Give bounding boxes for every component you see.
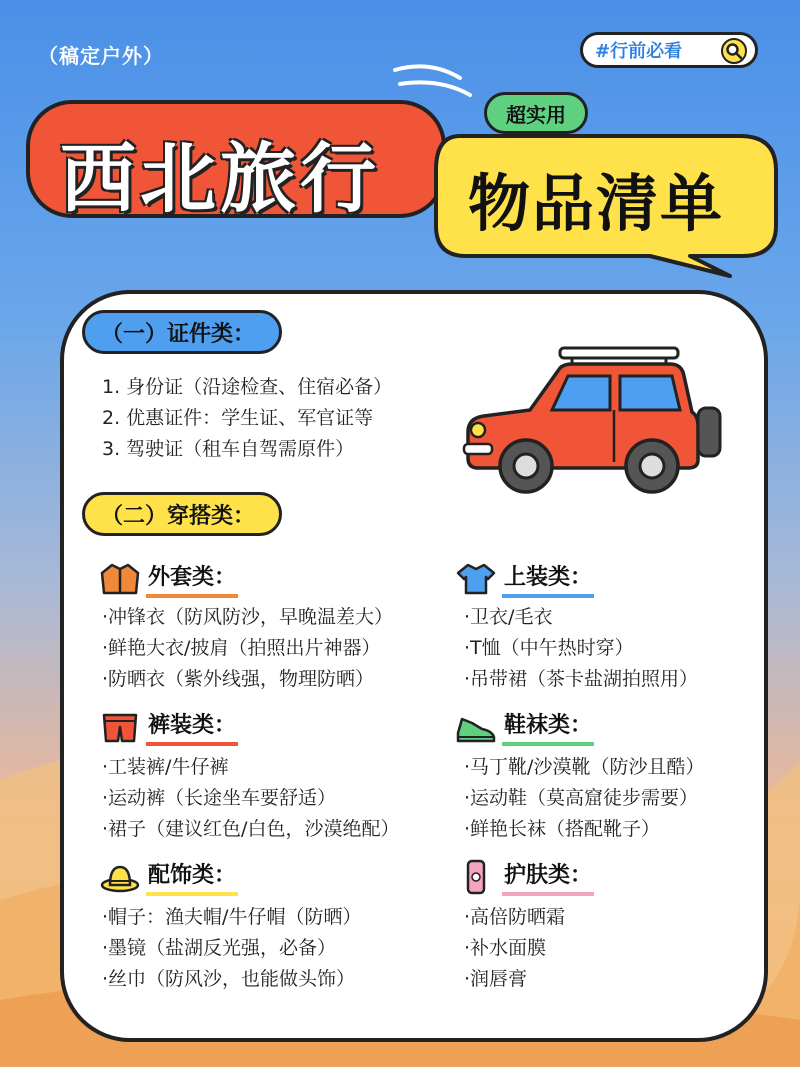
- list-item: ·冲锋衣（防风防沙，早晚温差大）: [102, 606, 394, 628]
- section-header-clothing: [82, 492, 282, 536]
- page-subtitle: 物品清单: [468, 167, 725, 240]
- category-label: 上装类：: [502, 560, 594, 598]
- page-title: 西北旅行: [60, 134, 380, 223]
- shoes-list: [464, 752, 704, 845]
- speech-bubble: [430, 130, 782, 278]
- list-item: ·运动裤（长途坐车要舒适）: [102, 787, 337, 809]
- category-header-shoes: [456, 708, 594, 746]
- list-item: ·帽子：渔夫帽/牛仔帽（防晒）: [102, 906, 362, 928]
- hashtag-badge: [580, 32, 758, 68]
- category-header-accessories: [100, 858, 238, 896]
- section-header-documents: [82, 310, 282, 354]
- section-label: （二）穿搭类：: [101, 503, 256, 529]
- accessories-list: [102, 902, 361, 995]
- suv-car-illustration: [460, 340, 730, 500]
- list-item: ·工装裤/牛仔裤: [102, 756, 229, 778]
- highlight-badge: 超实用: [484, 92, 588, 134]
- list-item: ·高倍防晒霜: [464, 906, 566, 928]
- list-item: 2. 优惠证件：学生证、军官证等: [102, 407, 374, 429]
- list-item: ·裙子（建议红色/白色，沙漠绝配）: [102, 818, 400, 840]
- list-item: ·鲜艳长袜（搭配靴子）: [464, 818, 661, 840]
- list-item: ·润唇膏: [464, 968, 528, 990]
- section-label: （一）证件类：: [101, 321, 256, 347]
- list-item: 3. 驾驶证（租车自驾需原件）: [102, 438, 355, 460]
- list-item: ·丝巾（防风沙，也能做头饰）: [102, 968, 356, 990]
- list-item: ·鲜艳大衣/披肩（拍照出片神器）: [102, 637, 381, 659]
- sunscreen-icon: [456, 859, 496, 895]
- list-item: ·马丁靴/沙漠靴（防沙且酷）: [464, 756, 705, 778]
- top-list: [464, 602, 698, 695]
- category-label: 裤装类：: [146, 708, 238, 746]
- documents-list: [102, 372, 392, 465]
- list-item: ·T恤（中午热时穿）: [464, 637, 634, 659]
- search-icon: [721, 38, 747, 64]
- category-label: 外套类：: [146, 560, 238, 598]
- category-header-skincare: [456, 858, 594, 896]
- list-item: 1. 身份证（沿途检查、住宿必备）: [102, 376, 393, 398]
- list-item: ·补水面膜: [464, 937, 547, 959]
- hat-icon: [100, 859, 140, 895]
- category-header-pants: [100, 708, 238, 746]
- category-label: 配饰类：: [146, 858, 238, 896]
- hashtag-text: #行前必看: [595, 41, 683, 62]
- list-item: ·墨镜（盐湖反光强，必备）: [102, 937, 337, 959]
- category-header-coat: [100, 560, 238, 598]
- title-banner: [26, 100, 446, 223]
- list-item: ·吊带裙（茶卡盐湖拍照用）: [464, 668, 699, 690]
- category-label: 护肤类：: [502, 858, 594, 896]
- sneaker-icon: [456, 709, 496, 745]
- shorts-icon: [100, 709, 140, 745]
- category-label: 鞋袜类：: [502, 708, 594, 746]
- jacket-icon: [100, 561, 140, 597]
- brand-label: （稿定户外）: [38, 44, 164, 68]
- tshirt-icon: [456, 561, 496, 597]
- pants-list: [102, 752, 399, 845]
- skincare-list: [464, 902, 565, 995]
- list-item: ·卫衣/毛衣: [464, 606, 553, 628]
- list-item: ·防晒衣（紫外线强，物理防晒）: [102, 668, 375, 690]
- category-header-top: [456, 560, 594, 598]
- coat-list: [102, 602, 393, 695]
- list-item: ·运动鞋（莫高窟徒步需要）: [464, 787, 699, 809]
